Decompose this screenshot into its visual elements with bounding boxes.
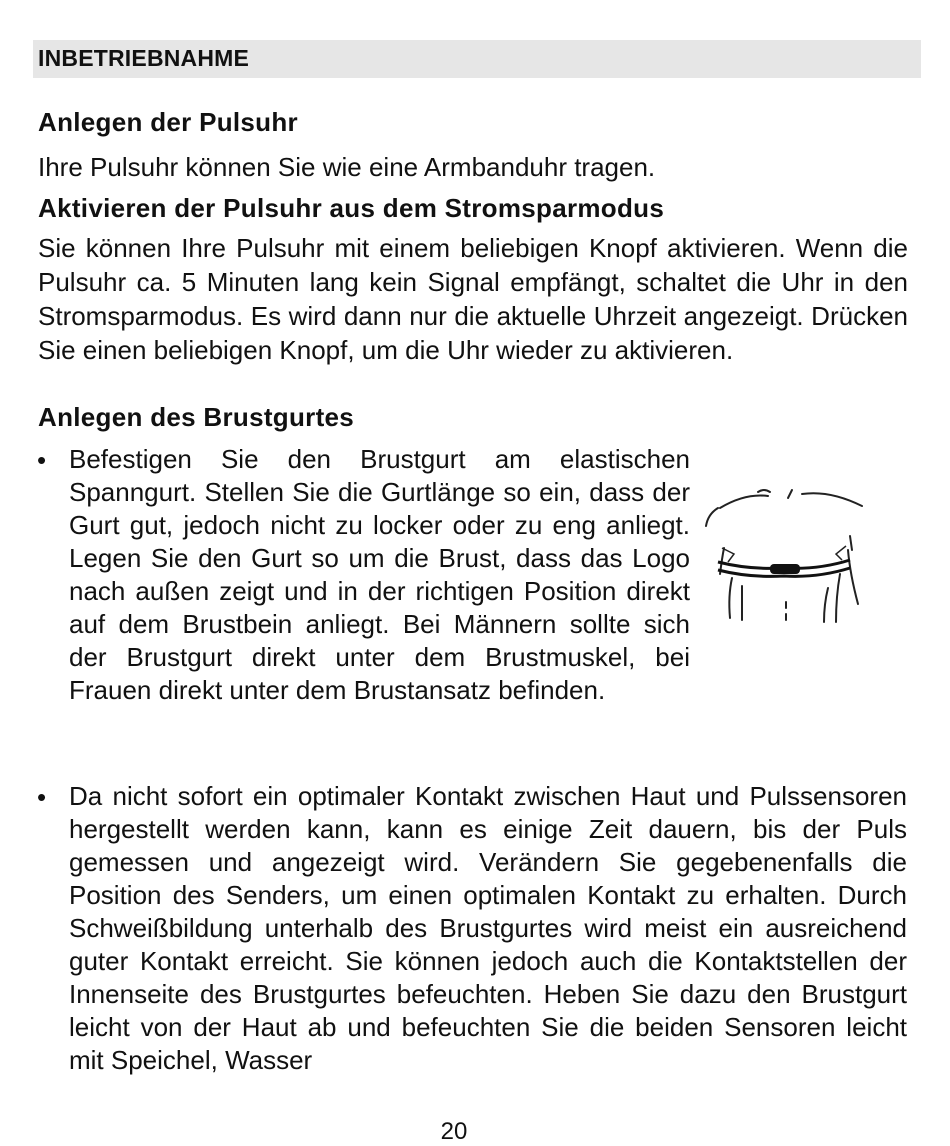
heading-stromsparmodus: Aktivieren der Pulsuhr aus dem Stromsparmodus bbox=[38, 193, 665, 223]
section-header-bar bbox=[33, 40, 921, 78]
paragraph-stromsparmodus: Sie können Ihre Pulsuhr mit einem beliebigen Knopf aktivieren. Wenn die Pulsuhr ca. 5 Minuten lang kein Signal empfängt, schaltet die Uhr in den Stromsparmodus. Es wird dann nur die aktuelle Uhrzeit angezeigt. Drücken Sie einen beliebigen Knopf, um die Uhr wieder zu aktivieren. bbox=[38, 233, 908, 365]
chest-strap-illustration bbox=[700, 478, 870, 638]
chest-strap-transmitter bbox=[770, 564, 800, 574]
bullet-text-kontakt: Da nicht sofort ein optimaler Kontakt zwischen Haut und Pulssensoren hergestellt werden kann, kann es einige Zeit dauern, bis der Puls gemessen und angezeigt wird. Verändern Sie gegebenenfalls die Position des Senders, um einen optimalen Kontakt zu erhalten. Durch Schweißbildung unterhalb des Brustgurtes wird meist ein ausreichend guter Kontakt erreicht. Sie können jedoch auch die Kontaktstellen der Innenseite des Brustgurtes befeuchten. Heben Sie dazu den Brustgurt leicht von der Haut ab und befeuchten Sie die beiden Sensoren leicht mit Speichel, Wasser bbox=[69, 781, 907, 1075]
bullet-text-brustgurt-befestigen: Befestigen Sie den Brustgurt am elastischen Spanngurt. Stellen Sie die Gurtlänge so ein, dass der Gurt gut, jedoch nicht zu locker oder zu eng anliegt. Legen Sie den Gurt so um die Brust, dass das Logo nach außen zeigt und in der richtigen Position direkt auf dem Brustbein anliegt. Bei Männern sollte sich der Brustgurt direkt unter dem Brustmuskel, bei Frauen direkt unter dem Brustansatz befinden. bbox=[69, 444, 690, 705]
bullet-marker: • bbox=[37, 782, 47, 812]
bullet-marker: • bbox=[37, 445, 47, 475]
section-title: INBETRIEBNAHME bbox=[38, 45, 250, 71]
heading-anlegen-pulsuhr: Anlegen der Pulsuhr bbox=[38, 107, 298, 137]
heading-anlegen-brustgurt: Anlegen des Brustgurtes bbox=[38, 402, 355, 432]
paragraph-pulsuhr-tragen: Ihre Pulsuhr können Sie wie eine Armbanduhr tragen. bbox=[38, 152, 656, 182]
page-number: 20 bbox=[440, 1118, 468, 1145]
